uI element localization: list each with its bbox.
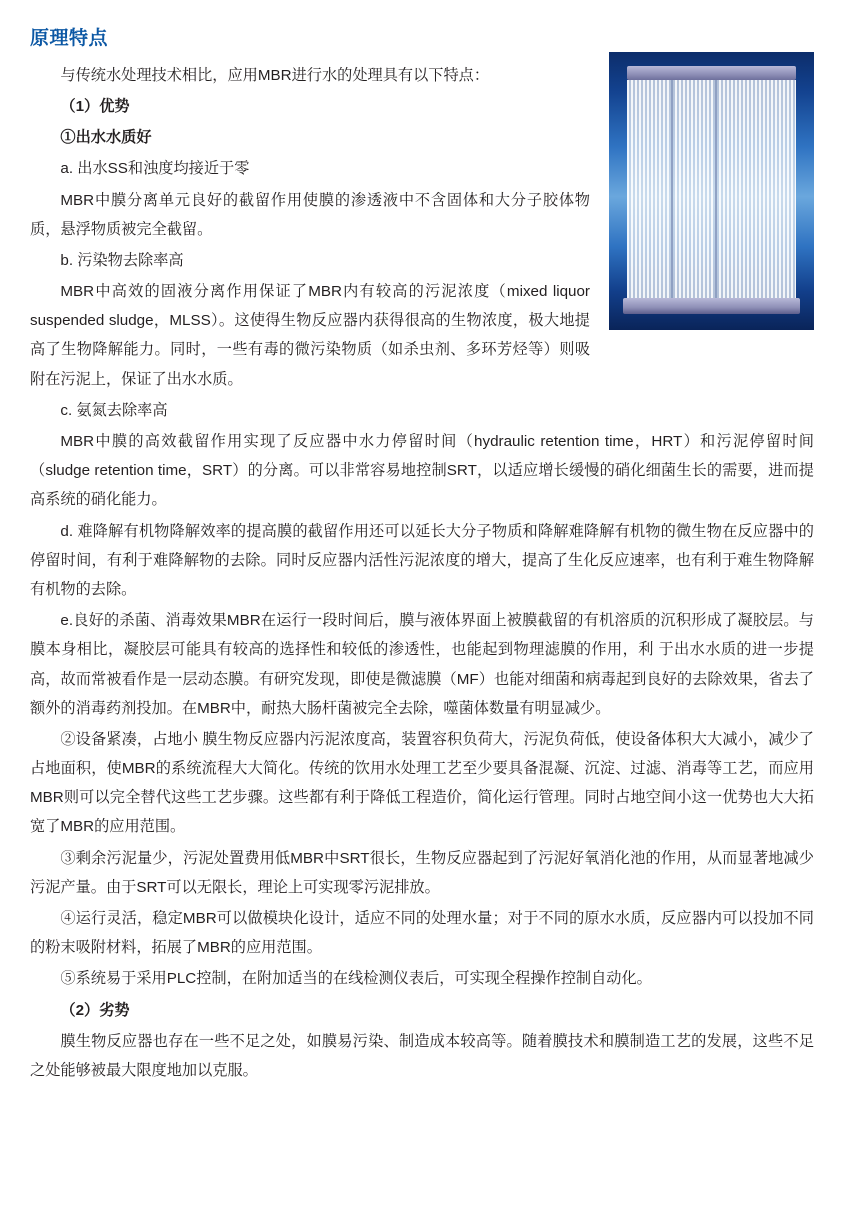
paragraph-advantage-1c: MBR中膜的高效截留作用实现了反应器中水力停留时间（hydraulic retention time，HRT）和污泥停留时间（sludge retention time，SRT）的分离。可以非常容易地控制SRT，以适应增长缓慢的硝化细菌生长的需要，进而提高系统的硝化能力。	[30, 433, 814, 509]
page-title: 原理特点	[30, 28, 109, 49]
paragraph-advantage-4: ④运行灵活，稳定MBR可以做模块化设计，适应不同的处理水量；对于不同的原水水质，反应器内可以投加不同的粉末吸附材料，拓展了MBR的应用范围。	[30, 910, 814, 957]
paragraph-advantage-1b: MBR中高效的固液分离作用保证了MBR内有较高的污泥浓度（mixed liquor suspended sludge，MLSS）。这使得生物反应器内获得很高的生物浓度，极大地提高了生物降解能力。同时，一些有毒的微污染物质（如杀虫剂、多环芳烃等）则吸附在污泥上，保证了出水水质。	[30, 283, 590, 388]
membrane-bottom-header	[623, 298, 800, 314]
paragraph-advantage-1d: d. 难降解有机物降解效率的提高膜的截留作用还可以延长大分子物质和降解难降解有机物的微生物在反应器中的停留时间，有利于难降解物的去除。同时反应器内活性污泥浓度的增大，提高了生化反应速率，也有利于难生物降解有机物的去除。	[30, 522, 814, 598]
membrane-top-header	[627, 66, 796, 80]
membrane-module-photo	[609, 52, 814, 330]
paragraph-advantage-3: ③剩余污泥量少，污泥处置费用低MBR中SRT很长，生物反应器起到了污泥好氧消化池的作用，从而显著地减少污泥产量。由于SRT可以无限长，理论上可实现零污泥排放。	[30, 849, 814, 896]
heading-disadvantages: （2）劣势	[60, 1001, 130, 1019]
heading-advantages: （1）优势	[60, 97, 130, 115]
paragraph-advantage-1e: e.良好的杀菌、消毒效果MBR在运行一段时间后，膜与液体界面上被膜截留的有机溶质的沉积形成了凝胶层。与膜本身相比，凝胶层可能具有较高的选择性和较低的渗透性，也能起到物理滤膜的作用，利 于出水水质的进一步提高，故而常被看作是一层动态膜。有研究发现，即使是微滤膜（MF）也能对细菌和病毒起到良好的去除效果，省去了额外的消毒药剂投加。在MBR中，耐热大肠杆菌被完全去除，噬菌体数量有明显减少。	[30, 612, 814, 717]
paragraph-advantage-1a: MBR中膜分离单元良好的截留作用使膜的渗透液中不含固体和大分子胶体物质，悬浮物质被完全截留。	[30, 191, 590, 238]
membrane-module-figure	[609, 52, 814, 330]
membrane-fiber-bundle	[627, 80, 796, 298]
heading-advantage-1b: b. 污染物去除率高	[60, 251, 184, 269]
fiber-seam-center	[715, 80, 717, 298]
heading-advantage-1a: a. 出水SS和浊度均接近于零	[60, 160, 250, 178]
fiber-seam-left	[671, 80, 673, 298]
heading-advantage-1: ①出水水质好	[60, 129, 152, 147]
heading-advantage-1c: c. 氨氮去除率高	[60, 401, 168, 419]
paragraph-disadvantages: 膜生物反应器也存在一些不足之处，如膜易污染、制造成本较高等。随着膜技术和膜制造工艺的发展，这些不足之处能够被最大限度地加以克服。	[30, 1032, 814, 1079]
paragraph-advantage-2: ②设备紧凑，占地小 膜生物反应器内污泥浓度高，装置容积负荷大，污泥负荷低，使设备体积大大减小，减少了占地面积，使MBR的系统流程大大简化。传统的饮用水处理工艺至少要具备混凝、沉淀、过滤、消毒等工艺，而应用MBR则可以完全替代这些工艺步骤。这些都有利于降低工程造价，简化运行管理。同时占地空间小这一优势也大大拓宽了MBR的应用范围。	[30, 730, 814, 836]
paragraph-advantage-5: ⑤系统易于采用PLC控制，在附加适当的在线检测仪表后，可实现全程操作控制自动化。	[60, 970, 652, 988]
paragraph-intro: 与传统水处理技术相比，应用MBR进行水的处理具有以下特点：	[60, 66, 490, 84]
